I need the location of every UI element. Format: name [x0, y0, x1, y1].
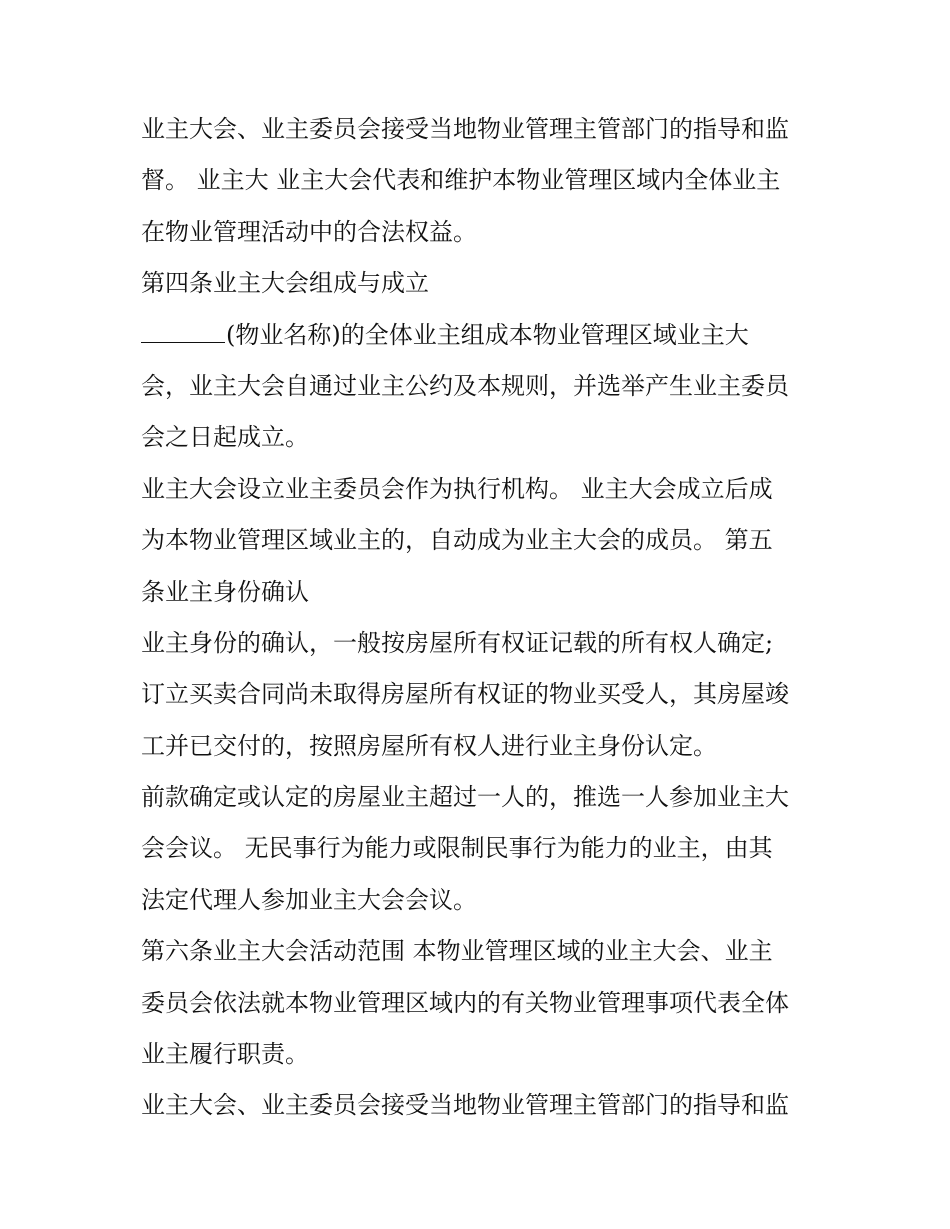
text-line: 工并已交付的，按照房屋所有权人进行业主身份认定。 — [141, 731, 717, 760]
text-line: 会，业主大会自通过业主公约及本规则，并选举产生业主委员 — [141, 371, 789, 400]
text-line: 为本物业管理区域业主的，自动成为业主大会的成员。 第五 — [141, 526, 773, 555]
document-body — [141, 104, 821, 1132]
text-line: 法定代理人参加业主大会会议。 — [141, 885, 477, 914]
article-heading: 第四条业主大会组成与成立 — [141, 269, 429, 298]
text-line: 业主大会、业主委员会接受当地物业管理主管部门的指导和监 — [141, 1091, 789, 1120]
text-line: 第六条业主大会活动范围 本物业管理区域的业主大会、业主 — [141, 937, 773, 966]
text-line: 在物业管理活动中的合法权益。 — [141, 217, 477, 246]
text-line: (物业名称)的全体业主组成本物业管理区域业主大 — [226, 320, 749, 349]
text-line-with-blank — [141, 310, 821, 361]
text-line: 前款确定或认定的房屋业主超过一人的，推选一人参加业主大 — [141, 783, 789, 812]
text-line: 业主大会、业主委员会接受当地物业管理主管部门的指导和监 — [141, 115, 789, 143]
text-line: 会会议。 无民事行为能力或限制民事行为能力的业主，由其 — [141, 834, 773, 863]
text-line: 业主履行职责。 — [141, 1040, 309, 1069]
article-heading: 条业主身份确认 — [141, 577, 309, 606]
text-line: 会之日起成立。 — [141, 423, 309, 452]
text-line: 督。 业主大 业主大会代表和维护本物业管理区域内全体业主 — [141, 166, 781, 195]
text-line: 订立买卖合同尚未取得房屋所有权证的物业买受人，其房屋竣 — [141, 680, 789, 709]
fill-in-blank — [141, 322, 225, 343]
text-line: 委员会依法就本物业管理区域内的有关物业管理事项代表全体 — [141, 988, 789, 1017]
text-line: 业主身份的确认，一般按房屋所有权证记载的所有权人确定; — [141, 628, 774, 657]
text-line: 业主大会设立业主委员会作为执行机构。 业主大会成立后成 — [141, 474, 773, 503]
